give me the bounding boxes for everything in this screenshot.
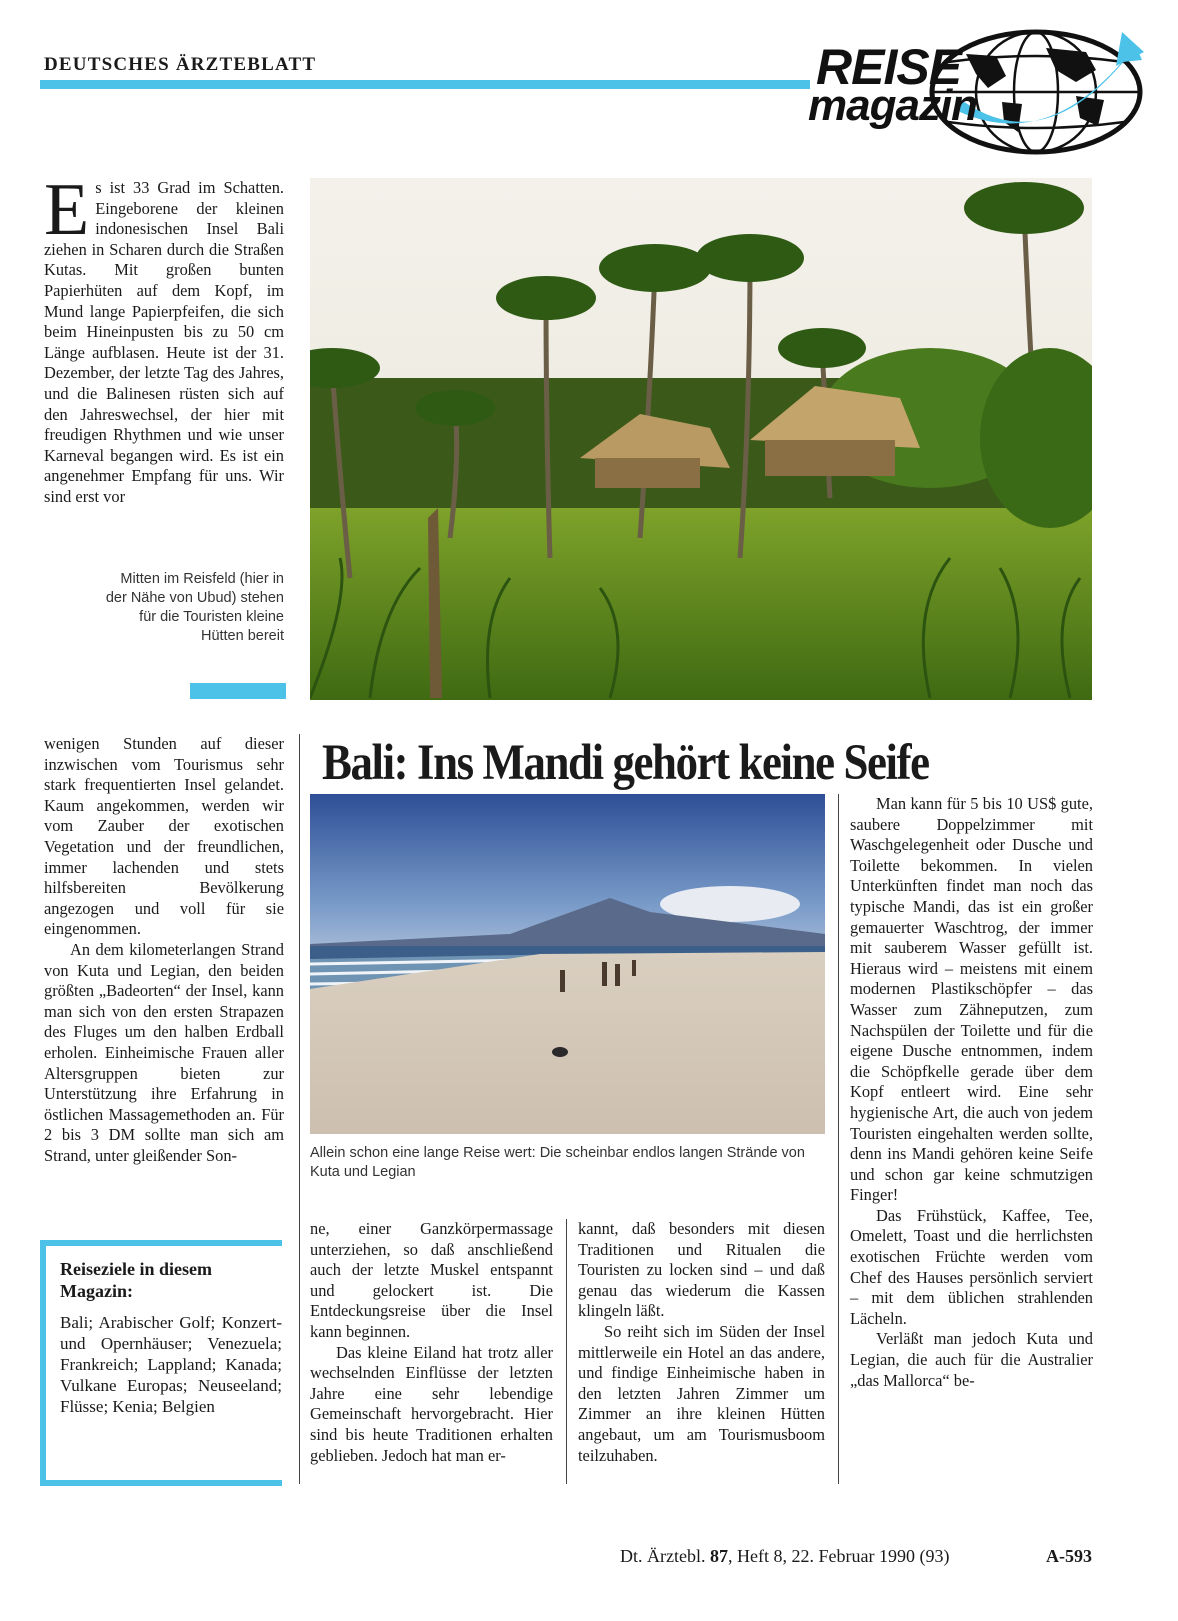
article-paragraph: An dem kilometerlangen Strand von Kuta und Legian, den beiden größten „Badeorten“ der Insel, kann man sich von den ersten Strapazen des Fluges um den halben Erdball erholen. Einheimische Frauen aller Altersgruppen bieten zur Unterstützung ihre Erfahrung in östlichen Massagemethoden an. Für 2 bis 3 DM sollte man sich am Strand, unter gleißender Son- <box>44 939 284 1165</box>
citation-volume: 87 <box>709 1546 728 1566</box>
ricefield-photo-caption: Mitten im Reisfeld (hier in der Nähe von Ubud) stehen für die Touristen kleine Hütten bereit <box>105 571 284 644</box>
column-rule <box>838 794 839 1484</box>
citation-prefix: Dt. Ärztebl. <box>620 1546 710 1566</box>
article-column-1-bottom <box>44 734 284 1166</box>
article-paragraph: Man kann für 5 bis 10 US$ gute, saubere Doppelzimmer mit Waschgelegenheit oder Dusche und Toilette bekommen. In vielen Unterkünften findet man noch das typische Mandi, das ist ein großer gemauerter Waschtrog, der immer mit sauberem Wasser gefüllt ist. Hieraus wird – meistens mit einem modernen Plastikschöpfer – das Wasser zum Zähneputzen, zum Nachspülen der Toilette und für die eigene Dusche entnommen, indem die Schöpfkelle gerade über dem Kopf entleert wird. Eine sehr hygienische Art, die auch von jedem Touristen eingehalten werden sollte, denn ins Mandi gehören keine Seife und schon gar keine schmutzigen Finger! <box>850 794 1093 1205</box>
beach-photo-caption: Allein schon eine lange Reise wert: Die scheinbar endlos langen Strände von Kuta und Legian <box>310 1145 805 1180</box>
article-paragraph: kannt, daß besonders mit diesen Traditionen und Ritualen die Touristen zu locken sind – und daß genau das wiederum die Kassen klingeln läßt. <box>578 1219 825 1321</box>
destinations-list: Bali; Arabischer Golf; Konzert- und Opernhäuser; Venezuela; Frankreich; Lappland; Kanada; Vulkane Europas; Neuseeland; Flüsse; Kenia; Belgien <box>60 1313 282 1416</box>
citation-footer <box>620 1546 949 1567</box>
article-paragraph: Das Frühstück, Kaffee, Tee, Omelett, Toast und die herrlichsten exotischen Früchte werden vom Chef des Hauses persönlich serviert – mit dem üblichen strahlenden Lächeln. <box>850 1205 1093 1328</box>
column-rule <box>299 734 300 1484</box>
article-headline: Bali: Ins Mandi gehört keine Seife <box>322 735 929 791</box>
article-paragraph: ne, einer Ganzkörpermassage unterziehen, so daß anschließend auch der letzte Muskel entspannt und gelockert ist. Die Entdeckungsreise über die Insel kann beginnen. <box>310 1219 553 1341</box>
publication-title: DEUTSCHES ÄRZTEBLATT <box>44 54 317 75</box>
article-paragraph: wenigen Stunden auf dieser inzwischen vom Tourismus sehr stark frequentierten Insel gelandet. Kaum angekommen, werden wir vom Zauber der exotischen Vegetation und der freundlichen, immer lachenden und stets hilfsbereiten Bevölkerung angezogen und voll für sie eingenommen. <box>44 734 284 939</box>
article-opening-text: s ist 33 Grad im Schatten. Eingeborene der kleinen indonesischen Insel Bali ziehen in Scharen durch die Straßen Kutas. Mit großen bunten Papierhüten auf dem Kopf, im Mund lange Papierpfeifen, die sich beim Hineinpusten bis zu 50 cm Länge aufblasen. Heute ist der 31. Dezember, der letzte Tag des Jahres, und die Balinesen rüsten sich auf den Jahreswechsel, der hier mit freudigen Rhythmen und wie unser Karneval begangen wird. Es ist ein angenehmer Empfang für uns. Wir sind erst vor <box>44 178 284 506</box>
beach-photo <box>310 794 825 1134</box>
destinations-box <box>40 1240 282 1486</box>
article-column-1-top <box>44 169 284 508</box>
article-paragraph: So reiht sich im Süden der Insel mittlerweile ein Hotel an das andere, und findige Einheimische haben in den letzten Jahren Zimmer um Zimmer an ihre kleinen Hütten angebaut, um am Tourismusboom teilzuhaben. <box>578 1321 825 1465</box>
article-paragraph: Verläßt man jedoch Kuta und Legian, die auch für die Australier „das Mallorca“ be- <box>850 1329 1093 1390</box>
article-paragraph: Das kleine Eiland hat trotz aller wechselnden Einflüsse der letzten Jahre eine sehr lebendige Gemeinschaft hervorgebracht. Hier sind bis heute Traditionen erhalten geblieben. Jedoch hat man er- <box>310 1342 553 1465</box>
column-rule <box>566 1219 567 1484</box>
logo-magazin-text: magazin <box>808 81 978 130</box>
page-number: A-593 <box>1046 1546 1092 1566</box>
citation-details: , Heft 8, 22. Februar 1990 (93) <box>727 1546 950 1566</box>
article-column-2 <box>310 1219 553 1466</box>
accent-bar <box>190 683 286 699</box>
logo-reise-text: REISE <box>816 39 962 95</box>
drop-cap: E <box>44 169 90 251</box>
article-column-4 <box>850 794 1093 1391</box>
header-rule <box>40 80 810 89</box>
reise-magazin-logo <box>796 26 1146 156</box>
destinations-box-title: Reiseziele in diesem Magazin: <box>60 1259 212 1301</box>
ricefield-huts-photo <box>310 178 1092 700</box>
article-column-3 <box>578 1219 825 1466</box>
